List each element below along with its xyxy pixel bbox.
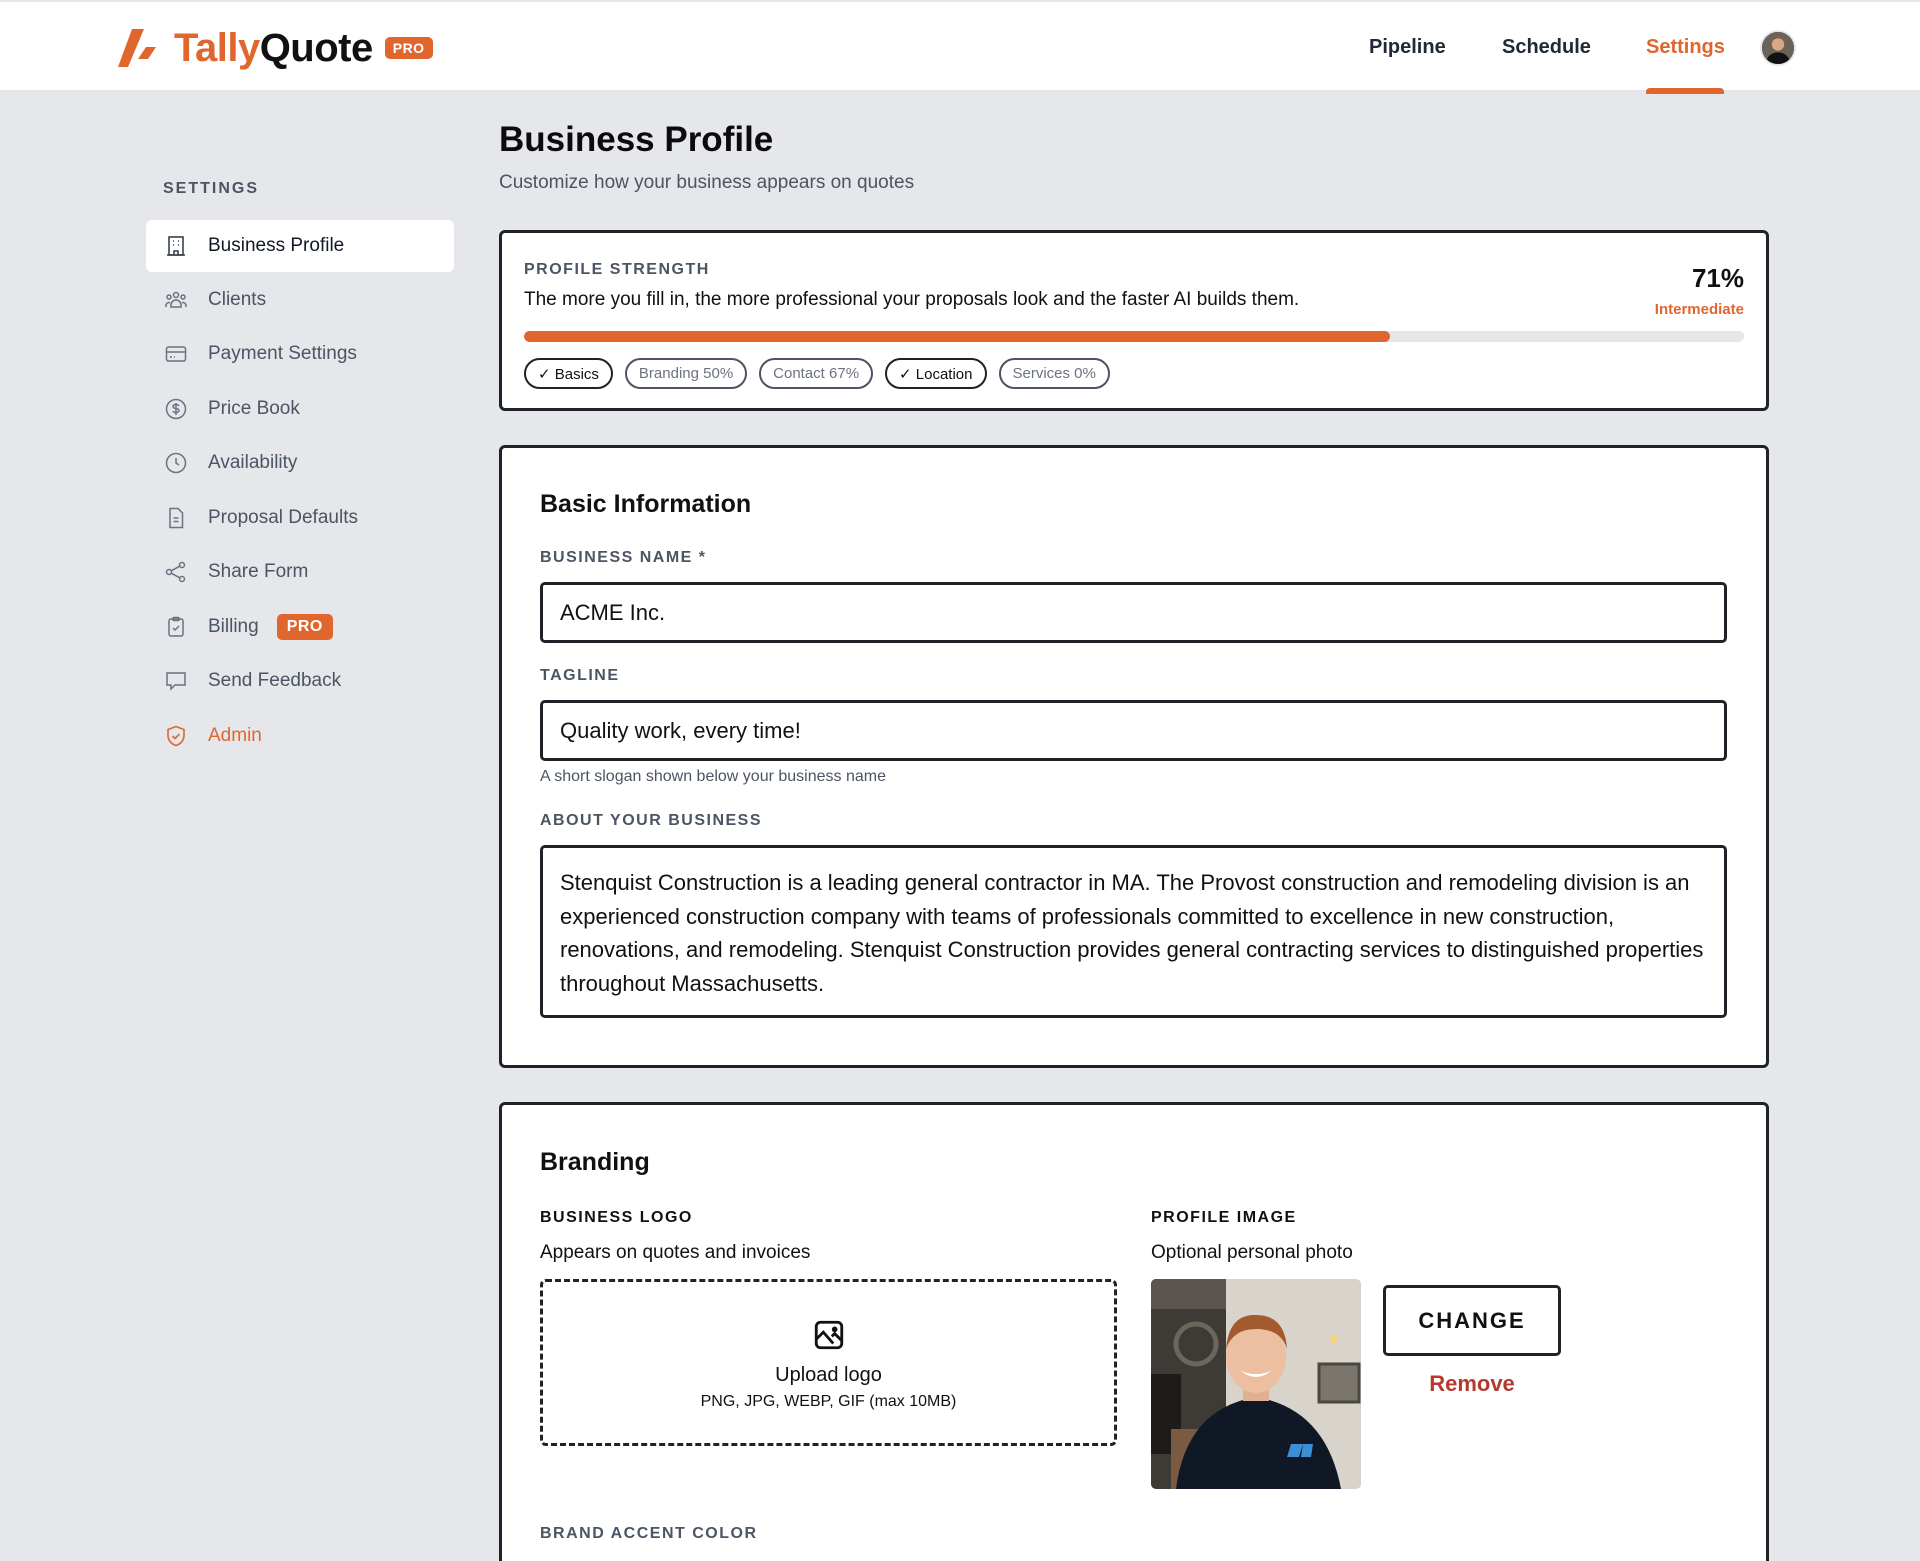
sidebar-item-billing[interactable] <box>146 601 454 653</box>
sidebar-item-label: Admin <box>208 725 262 746</box>
page-subtitle: Customize how your business appears on quotes <box>499 172 915 193</box>
chip-services[interactable]: Services 0% <box>999 358 1110 389</box>
profile-strength-label: PROFILE STRENGTH <box>524 261 710 278</box>
sidebar-item-label: Send Feedback <box>208 670 342 691</box>
profile-strength-card <box>499 230 1769 411</box>
shield-check-icon <box>164 724 188 748</box>
sidebar-item-availability[interactable] <box>146 437 454 489</box>
nav-settings[interactable]: Settings <box>1646 35 1725 58</box>
nav-schedule[interactable]: Schedule <box>1502 35 1591 58</box>
user-avatar[interactable] <box>1760 30 1796 66</box>
top-navigation-bar <box>0 0 1920 90</box>
sidebar-item-label: Billing <box>208 616 259 637</box>
upload-logo-hint: PNG, JPG, WEBP, GIF (max 10MB) <box>700 1393 957 1410</box>
basic-information-card <box>499 445 1769 1068</box>
profile-photo <box>1151 1279 1361 1489</box>
sidebar-item-send-feedback[interactable] <box>146 655 454 707</box>
business-name-input[interactable]: ACME Inc. <box>540 582 1727 643</box>
section-title: Basic Information <box>540 490 752 518</box>
profile-strength-progress-bar <box>524 331 1744 342</box>
profile-strength-level: Intermediate <box>1654 301 1744 318</box>
profile-strength-description: The more you fill in, the more professional your proposals look and the faster AI builds them. <box>524 289 1300 310</box>
section-title: Branding <box>540 1148 650 1176</box>
chip-location[interactable]: ✓ Location <box>885 358 986 389</box>
sidebar-item-label: Clients <box>208 289 267 310</box>
sidebar-heading: SETTINGS <box>163 180 260 197</box>
tallyquote-logo-icon <box>118 27 160 69</box>
credit-card-icon <box>164 342 188 366</box>
sidebar-item-share-form[interactable] <box>146 546 454 598</box>
tagline-label: TAGLINE <box>540 667 620 684</box>
brand-accent-color-label: BRAND ACCENT COLOR <box>540 1525 758 1542</box>
dollar-circle-icon <box>164 397 188 421</box>
nav-pipeline[interactable]: Pipeline <box>1369 35 1446 58</box>
chip-contact[interactable]: Contact 67% <box>759 358 873 389</box>
building-icon <box>164 234 188 258</box>
sidebar-item-label: Business Profile <box>208 235 345 256</box>
sidebar-item-admin[interactable] <box>146 710 454 762</box>
sidebar-item-label: Share Form <box>208 561 309 582</box>
clipboard-check-icon <box>164 615 188 639</box>
profile-image-description: Optional personal photo <box>1151 1242 1353 1263</box>
image-icon <box>812 1318 846 1352</box>
logo-upload-dropzone[interactable] <box>540 1279 1117 1446</box>
active-nav-indicator <box>1646 88 1724 94</box>
sidebar-item-label: Payment Settings <box>208 343 357 364</box>
tagline-input[interactable]: Quality work, every time! <box>540 700 1727 761</box>
profile-section-chips <box>524 358 1110 389</box>
about-business-textarea[interactable]: Stenquist Construction is a leading general contractor in MA. The Provost construction and remodeling division is an experienced construction company with teams of professionals committed to excellence in new construction, renovations, and remodeling. Stenquist Construction provides general contracting services to distinguished properties throughout Massachusetts. <box>540 845 1727 1018</box>
app-logo[interactable] <box>118 24 433 72</box>
business-logo-description: Appears on quotes and invoices <box>540 1242 811 1263</box>
sidebar-item-proposal-defaults[interactable] <box>146 492 454 544</box>
app-name: TallyQuote <box>174 26 373 70</box>
chat-bubble-icon <box>164 669 188 693</box>
pro-badge: PRO <box>277 614 333 640</box>
upload-logo-label: Upload logo <box>775 1364 882 1386</box>
sidebar-item-label: Proposal Defaults <box>208 507 358 528</box>
sidebar-item-clients[interactable] <box>146 274 454 326</box>
sidebar-item-payment-settings[interactable] <box>146 328 454 380</box>
business-logo-label: BUSINESS LOGO <box>540 1209 693 1226</box>
plan-badge: PRO <box>385 37 433 59</box>
sidebar-item-label: Availability <box>208 452 298 473</box>
tagline-hint: A short slogan shown below your business name <box>540 768 886 785</box>
sidebar-item-business-profile[interactable] <box>146 220 454 272</box>
person-photo-icon <box>1151 1279 1361 1489</box>
profile-strength-percent: 71% <box>1691 263 1744 293</box>
business-name-label: BUSINESS NAME * <box>540 549 707 566</box>
sidebar-item-price-book[interactable] <box>146 383 454 435</box>
page-title: Business Profile <box>499 120 774 159</box>
avatar-photo-icon <box>1762 32 1794 64</box>
chip-basics[interactable]: ✓ Basics <box>524 358 613 389</box>
remove-profile-image-link[interactable]: Remove <box>1429 1371 1515 1396</box>
progress-fill <box>524 331 1390 342</box>
document-icon <box>164 506 188 530</box>
change-profile-image-button[interactable]: CHANGE <box>1383 1285 1561 1356</box>
profile-image-label: PROFILE IMAGE <box>1151 1209 1297 1226</box>
branding-card <box>499 1102 1769 1561</box>
chip-branding[interactable]: Branding 50% <box>625 358 747 389</box>
clock-icon <box>164 451 188 475</box>
users-icon <box>164 288 188 312</box>
about-label: ABOUT YOUR BUSINESS <box>540 812 763 829</box>
sidebar-item-label: Price Book <box>208 398 300 419</box>
share-icon <box>164 560 188 584</box>
